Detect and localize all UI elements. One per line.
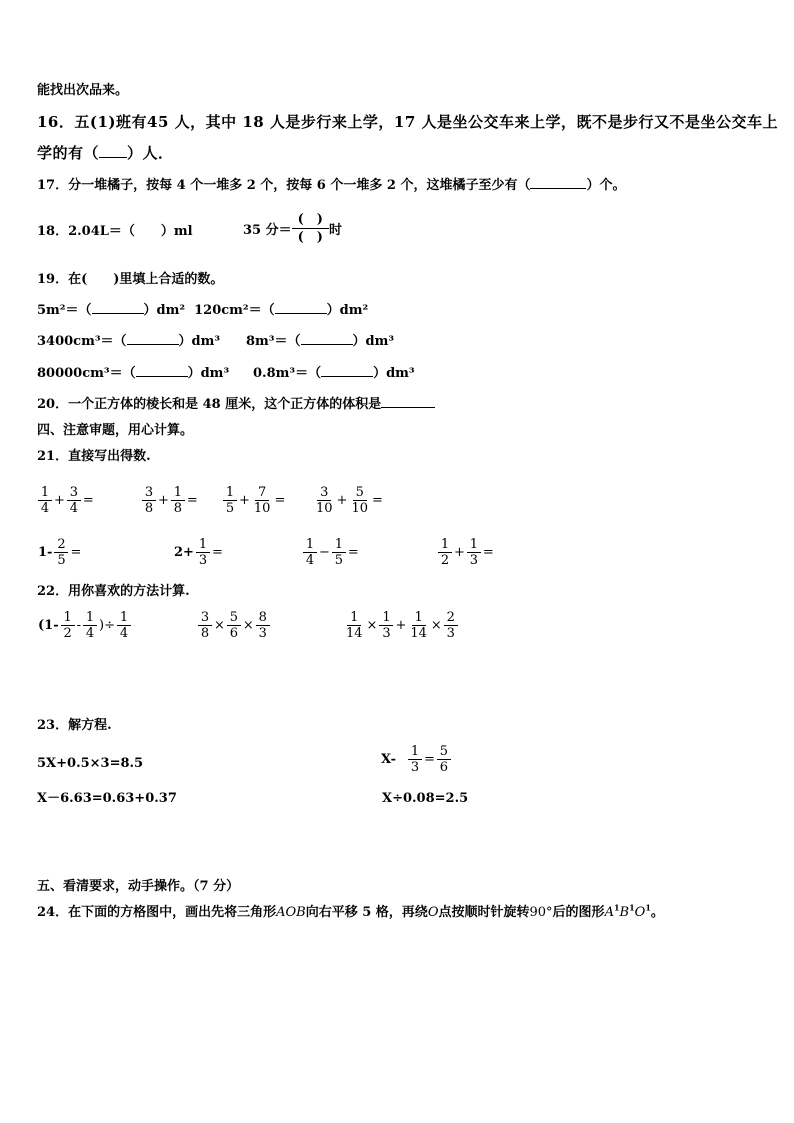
q24-point-o: O [427, 905, 439, 920]
operator: + [454, 545, 465, 560]
q18-label: 35 分＝ [243, 223, 292, 238]
fraction: $\frac{1}{5}$ [223, 485, 237, 516]
q24-fig-o: O [634, 905, 646, 920]
fraction: $\frac{7}{10}$ [253, 485, 271, 516]
operator: + [239, 493, 250, 508]
q24-text-d: 后的图形 [552, 905, 605, 920]
q19-r3-blank1 [136, 376, 188, 377]
q19-row1 [37, 303, 368, 319]
q18-fraction [292, 211, 329, 246]
fraction: $\frac{1}{14}$ [346, 610, 363, 641]
fraction: $\frac{3}{4}$ [67, 485, 81, 516]
fraction: $\frac{1}{8}$ [171, 485, 185, 516]
fraction: $\frac{2}{5}$ [54, 537, 68, 568]
q21-r2-e3 [302, 537, 360, 568]
q20 [37, 397, 435, 413]
fraction: $\frac{1}{4}$ [303, 537, 317, 568]
operator: × [214, 618, 225, 633]
q21-r1-e4 [313, 485, 384, 516]
fraction: $\frac{1}{3}$ [467, 537, 481, 568]
q19-r1-c: 120cm²＝（ [194, 303, 275, 318]
fraction: $\frac{5}{6}$ [437, 744, 451, 775]
q19-r3-c: 0.8m³＝（ [253, 366, 322, 381]
q24-text-a: 24．在下面的方格图中，画出先将三角形 [37, 905, 277, 920]
prefix: 2+ [174, 545, 194, 560]
q19-r1-a: 5m²＝（ [37, 303, 92, 318]
operator: × [242, 618, 254, 633]
operator: − [319, 545, 330, 560]
equals: = [70, 545, 82, 560]
equals: = [482, 545, 494, 560]
q19-r2-a: 3400cm³＝（ [37, 334, 127, 349]
equals: = [211, 545, 223, 560]
fraction: $\frac{2}{3}$ [444, 610, 458, 641]
q19-r1-blank2 [275, 313, 327, 314]
q19-r1-blank1 [92, 313, 144, 314]
fraction: $\frac{1}{4}$ [38, 485, 52, 516]
q17-blank [530, 188, 586, 189]
fraction: $\frac{8}{3}$ [256, 610, 270, 641]
section-4-heading: 四、注意审题，用心计算。 [37, 423, 194, 438]
q19-r1-b: ）dm² [143, 303, 186, 318]
q21-title: 21．直接写出得数. [37, 449, 151, 464]
q21-r2-e4 [437, 537, 495, 568]
section-5-heading: 五、看清要求，动手操作。（7 分） [37, 879, 240, 894]
q19-r2-b: ）dm³ [178, 334, 221, 349]
q24-text-b: 向右平移 5 格，再绕 [305, 905, 428, 920]
q21-r2-e1 [37, 537, 82, 568]
q23-eq1: 5X+0.5×3=8.5 [37, 756, 144, 771]
q16-line2 [37, 145, 174, 161]
q18-numerator: ( ) [292, 211, 329, 229]
prefix: (1- [38, 618, 59, 633]
q19-row3-right [253, 366, 415, 382]
q24-sup-a: 1 [613, 902, 620, 913]
q19-r3-blank2 [321, 376, 373, 377]
equals: = [347, 545, 359, 560]
q19-row2 [37, 334, 220, 350]
prefix: 1- [38, 545, 53, 560]
q19-r1-d: ）dm² [326, 303, 369, 318]
fraction: $\frac{1}{3}$ [379, 610, 393, 641]
q19-r3-b: ）dm³ [187, 366, 230, 381]
q24 [37, 902, 664, 921]
q19-r3-d: ）dm³ [373, 366, 415, 381]
operator: )÷ [99, 618, 115, 633]
q22-expr1 [37, 610, 132, 641]
q17 [37, 178, 626, 194]
operator: × [430, 618, 442, 633]
q24-fig-a: A [604, 905, 614, 920]
q16-blank [99, 157, 127, 158]
q24-triangle-name: AOB [276, 905, 306, 920]
q18-part2 [243, 211, 342, 246]
q24-sup-o: 1 [645, 902, 651, 913]
q24-text-c: 点按顺时针旋转 [438, 905, 530, 920]
operator: + [336, 493, 348, 508]
q19-row3 [37, 366, 229, 382]
q19-r2-blank2 [301, 344, 353, 345]
equals: = [82, 493, 94, 508]
q20-text: 20．一个正方体的棱长和是 48 厘米，这个正方体的体积是 [37, 397, 382, 412]
q22-expr2 [197, 610, 271, 641]
fraction: $\frac{1}{14}$ [410, 610, 427, 641]
q19-r2-blank1 [127, 344, 179, 345]
q17-text-b: ）个。 [586, 178, 626, 193]
q19-row2-right [246, 334, 394, 350]
fraction: $\frac{5}{10}$ [351, 485, 368, 516]
q18-denominator: ( ) [297, 230, 323, 245]
q18-unit: 时 [328, 223, 342, 238]
q21-r2-e2 [173, 537, 224, 568]
q17-text-a: 17．分一堆橘子，按每 4 个一堆多 2 个，按每 6 个一堆多 2 个，这堆橘子至少有（ [37, 178, 531, 193]
q23-eq4: X÷0.08=2.5 [382, 791, 469, 806]
fraction: $\frac{3}{10}$ [316, 485, 333, 516]
fraction: $\frac{3}{8}$ [198, 610, 212, 641]
q16-text-a: 学的有（ [37, 144, 100, 162]
fraction: $\frac{1}{3}$ [408, 744, 422, 775]
q16-text-b: ）人． [127, 144, 174, 162]
fraction: $\frac{1}{4}$ [117, 610, 131, 641]
q19-title: 19．在( )里填上合适的数。 [37, 272, 224, 287]
q16-line1: 16．五(1)班有45 人，其中 18 人是步行来上学，17 人是坐公交车来上学，既不是步行又不是坐公交车上 [37, 113, 779, 131]
q19-r3-a: 80000cm³＝（ [37, 366, 136, 381]
fraction: $\frac{5}{6}$ [227, 610, 241, 641]
q22-expr3 [343, 610, 459, 641]
fraction: $\frac{1}{5}$ [332, 537, 346, 568]
q24-text-e: 。 [650, 905, 664, 920]
operator: + [395, 618, 407, 633]
operator: × [366, 618, 378, 633]
equals: = [424, 752, 435, 767]
continuation-line: 能找出次品来。 [37, 83, 129, 98]
q20-blank [381, 407, 435, 408]
fraction: $\frac{1}{4}$ [83, 610, 97, 641]
operator: - [76, 618, 81, 633]
equals: = [186, 493, 198, 508]
q23-eq3: X－6.63=0.63+0.37 [37, 791, 177, 806]
q21-r1-e1 [37, 485, 95, 516]
fraction: $\frac{1}{2}$ [61, 610, 75, 641]
fraction: $\frac{3}{8}$ [142, 485, 156, 516]
equals: = [372, 493, 383, 508]
operator: + [54, 493, 65, 508]
q21-r1-e3 [222, 485, 286, 516]
q21-r1-e2 [141, 485, 199, 516]
fraction: $\frac{1}{2}$ [438, 537, 452, 568]
fraction: $\frac{1}{3}$ [196, 537, 210, 568]
q23-title: 23．解方程. [37, 718, 112, 733]
q22-title: 22．用你喜欢的方法计算. [37, 584, 190, 599]
q18-part1: 18．2.04L＝（ ）ml [37, 224, 193, 239]
prefix: X- [381, 752, 397, 767]
equals: = [274, 493, 286, 508]
q19-r2-d: ）dm³ [352, 334, 395, 349]
q23-eq2 [380, 744, 452, 775]
q24-sup-b: 1 [629, 902, 635, 913]
q24-degrees: 90° [529, 905, 553, 920]
q19-r2-c: 8m³＝（ [246, 334, 301, 349]
operator: + [158, 493, 169, 508]
q24-fig-b: B [619, 905, 630, 920]
